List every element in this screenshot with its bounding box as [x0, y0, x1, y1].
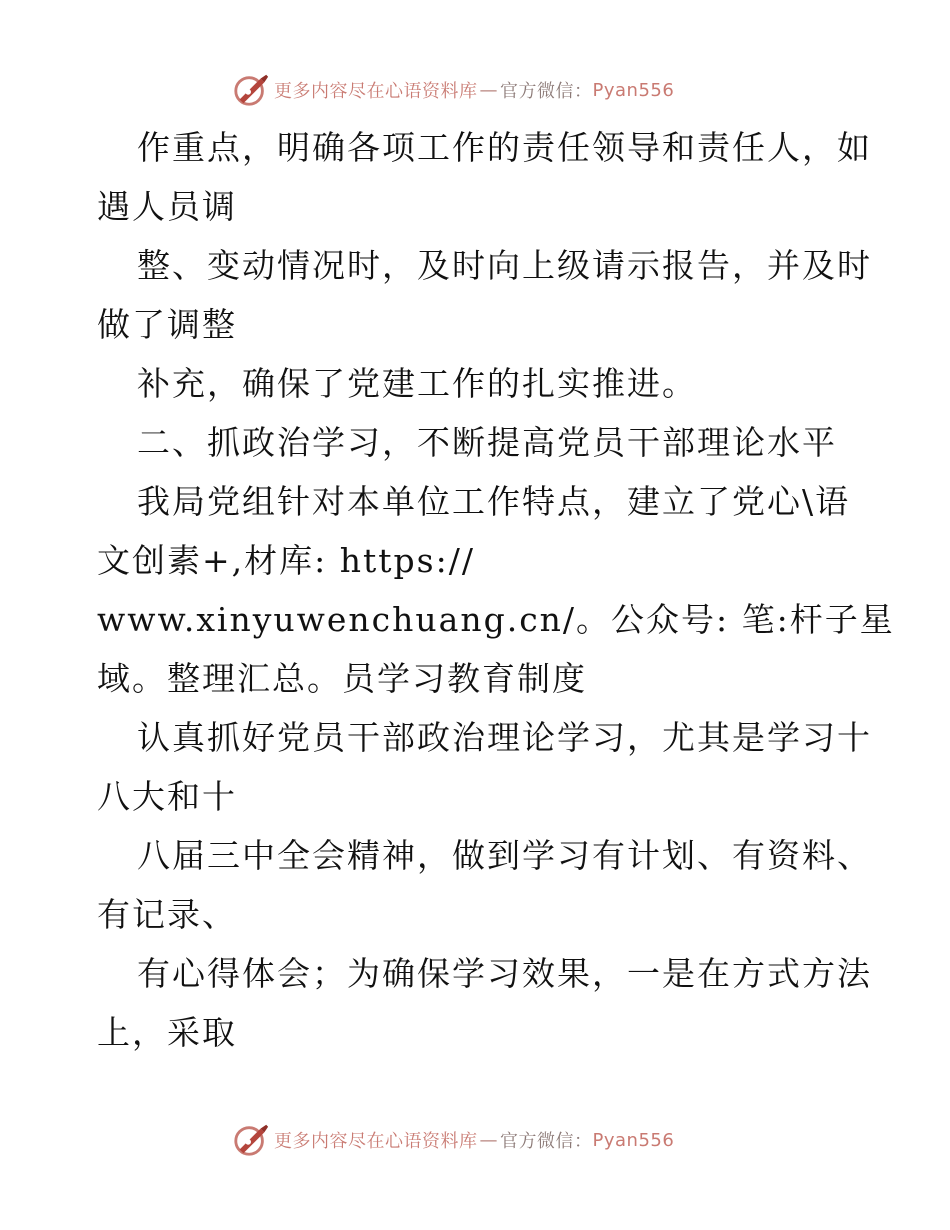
- watermark-id: Pyan556: [592, 79, 675, 101]
- text-line: 遇人员调: [97, 187, 237, 226]
- pen-logo-icon: [232, 71, 270, 109]
- text-line: 上，采取: [97, 1013, 237, 1052]
- text-line: 文创素+,材库: https://: [97, 541, 475, 580]
- watermark-separator: —: [479, 1129, 498, 1151]
- watermark-text: 更多内容尽在心语资料库: [274, 81, 478, 102]
- footer-watermark: [232, 1120, 792, 1160]
- pen-logo-icon: [232, 1121, 270, 1159]
- header-watermark: [232, 70, 792, 110]
- section-heading: 二、抓政治学习，不断提高党员干部理论水平: [137, 423, 837, 462]
- text-line: 整、变动情况时，及时向上级请示报告，并及时: [137, 246, 872, 285]
- text-line: 我局党组针对本单位工作特点，建立了党心\语: [137, 482, 851, 521]
- watermark-id: Pyan556: [592, 1129, 675, 1151]
- text-line: 有记录、: [97, 895, 237, 934]
- text-line: 域。整理汇总。员学习教育制度: [97, 659, 587, 698]
- text-line: 做了调整: [97, 305, 237, 344]
- watermark-label: 官方微信：: [500, 81, 593, 102]
- document-body: [97, 118, 895, 1062]
- text-line: 认真抓好党员干部政治理论学习，尤其是学习十: [137, 718, 872, 757]
- text-line: 八大和十: [97, 777, 237, 816]
- watermark-separator: —: [479, 79, 498, 101]
- text-line: 补充，确保了党建工作的扎实推进。: [137, 364, 697, 403]
- text-line: 作重点，明确各项工作的责任领导和责任人，如: [137, 128, 872, 167]
- watermark-text: 更多内容尽在心语资料库: [274, 1131, 478, 1152]
- watermark-label: 官方微信：: [500, 1131, 593, 1152]
- text-line: 有心得体会；为确保学习效果，一是在方式方法: [137, 954, 872, 993]
- text-line: www.xinyuwenchuang.cn/。公众号: 笔:杆子星: [97, 600, 895, 639]
- text-line: 八届三中全会精神，做到学习有计划、有资料、: [137, 836, 872, 875]
